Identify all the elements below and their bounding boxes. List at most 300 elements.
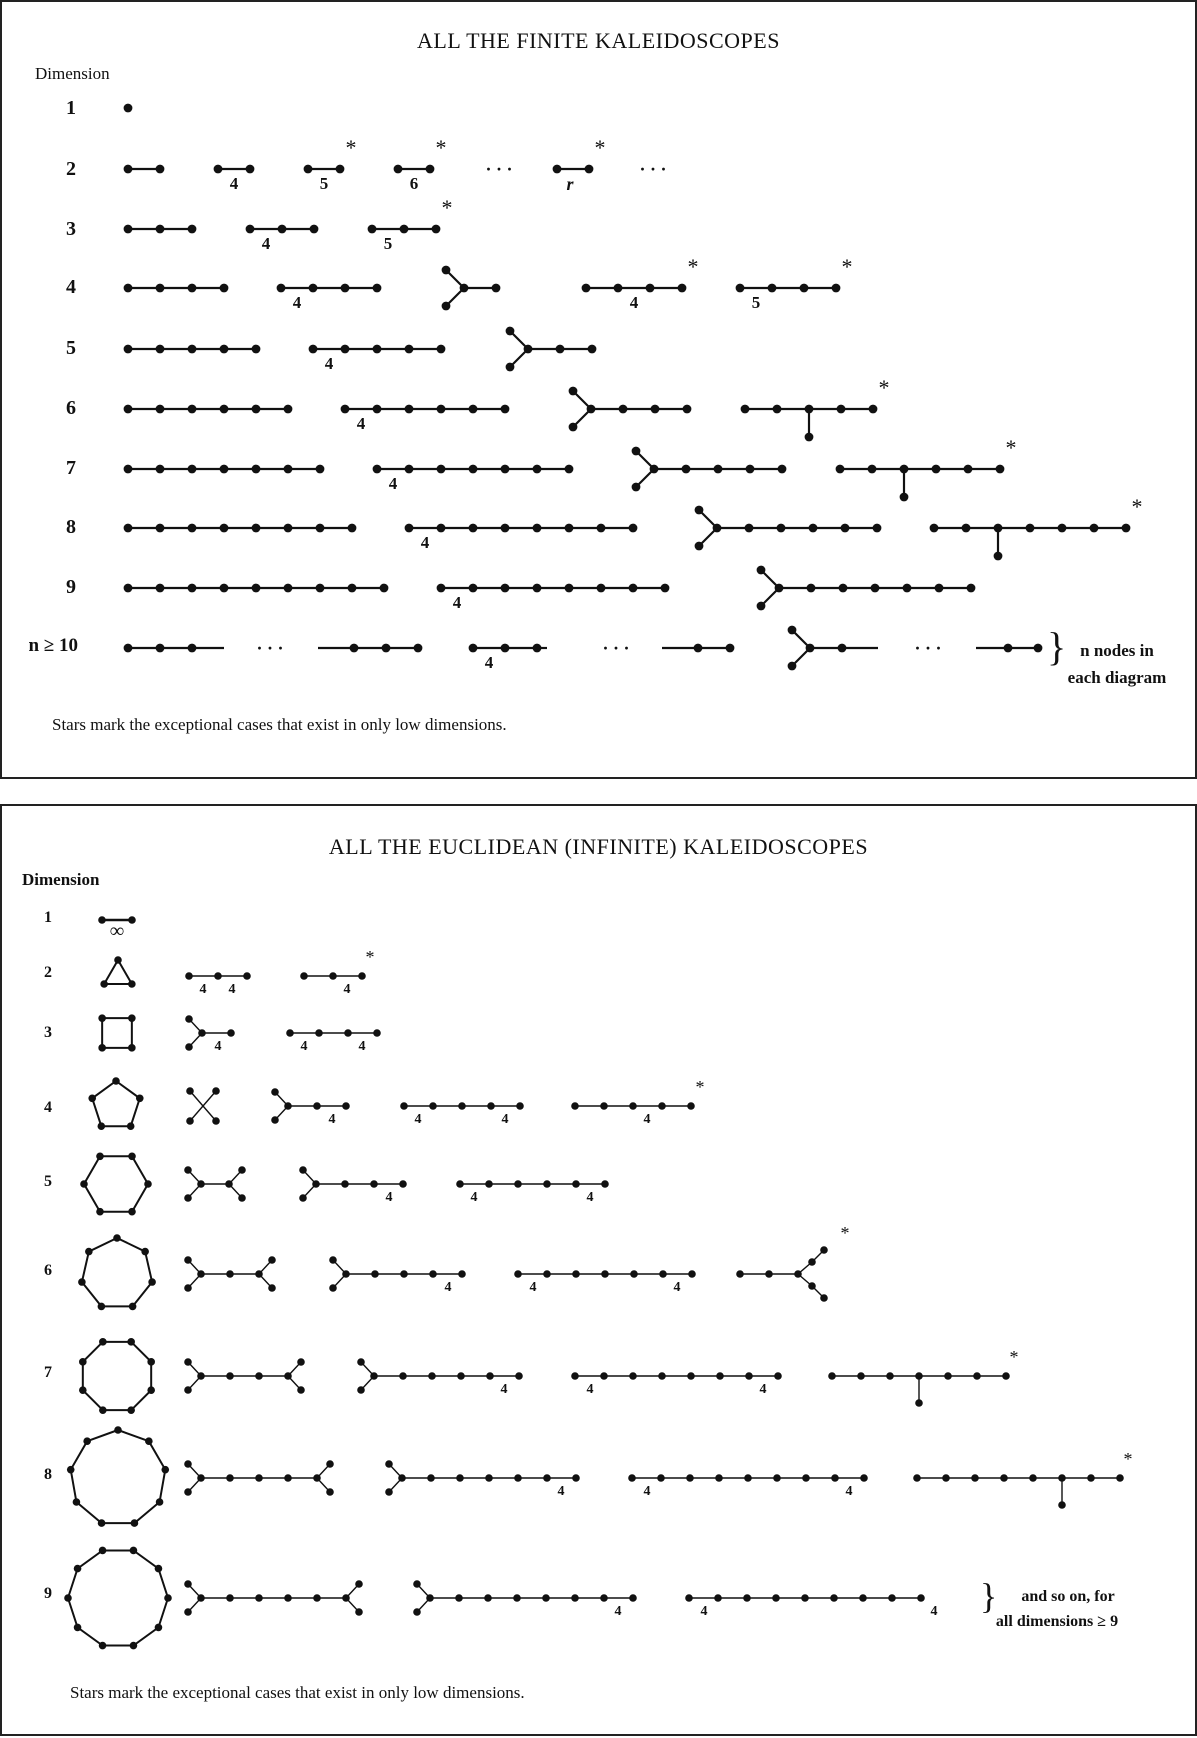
node	[457, 1372, 465, 1380]
edge-label: 4	[214, 1039, 222, 1054]
node	[687, 1372, 695, 1380]
node	[113, 1234, 121, 1242]
edge-label: 4	[324, 354, 334, 373]
edge-label: 4	[228, 982, 236, 997]
node	[220, 524, 229, 533]
node	[83, 1437, 91, 1445]
node	[632, 483, 641, 492]
node	[400, 1102, 408, 1110]
star-mark: *	[687, 254, 699, 279]
edge-label: 4	[229, 174, 239, 193]
node	[98, 1122, 106, 1130]
node	[837, 405, 846, 414]
node	[98, 1303, 106, 1311]
node	[238, 1194, 246, 1202]
edge-label: 4	[529, 1280, 537, 1295]
node	[131, 1519, 139, 1527]
node	[1058, 524, 1067, 533]
edge-label: 4	[500, 1382, 508, 1397]
star-mark: *	[1131, 494, 1143, 519]
node	[619, 405, 628, 414]
node	[469, 644, 478, 653]
euclidean-dim-label: 7	[44, 1364, 52, 1381]
node	[501, 644, 510, 653]
node	[469, 405, 478, 414]
ellipsis: · · ·	[602, 638, 630, 658]
node	[1000, 1474, 1008, 1482]
star-mark: *	[1123, 1449, 1133, 1469]
edge-label: 4	[845, 1484, 853, 1499]
edge-label: r	[566, 174, 574, 194]
node	[485, 1180, 493, 1188]
edge-label: 4	[356, 414, 366, 433]
node	[569, 387, 578, 396]
node	[185, 1015, 193, 1023]
node	[124, 524, 133, 533]
node	[124, 225, 133, 234]
edge-label: 4	[385, 1190, 393, 1205]
node	[350, 644, 359, 653]
node	[514, 1270, 522, 1278]
finite-dim-label: 5	[66, 337, 76, 359]
node	[128, 916, 136, 924]
node	[657, 1474, 665, 1482]
node	[582, 284, 591, 293]
node	[130, 1547, 138, 1555]
edge-label: 4	[643, 1112, 651, 1127]
node	[124, 104, 133, 113]
euclidean-dim-label: 6	[44, 1262, 52, 1279]
node	[188, 584, 197, 593]
node	[329, 972, 337, 980]
node	[185, 1043, 193, 1051]
euclidean-dim-label: 3	[44, 1024, 52, 1041]
node	[836, 465, 845, 474]
edge-label: 4	[586, 1382, 594, 1397]
node	[98, 1044, 106, 1052]
finite-dim-label: 2	[66, 158, 76, 180]
node	[484, 1594, 492, 1602]
node	[571, 1594, 579, 1602]
node	[373, 345, 382, 354]
node	[316, 584, 325, 593]
node	[255, 1372, 263, 1380]
euclidean-note-brace: }	[980, 1576, 998, 1616]
node	[533, 584, 542, 593]
node	[127, 1406, 135, 1414]
node	[716, 1372, 724, 1380]
node	[694, 644, 703, 653]
finite-dim-label: n ≥ 10	[28, 635, 78, 656]
node	[99, 1338, 107, 1346]
node	[225, 1180, 233, 1188]
node	[220, 465, 229, 474]
node	[197, 1180, 205, 1188]
node	[226, 1270, 234, 1278]
star-mark: *	[594, 135, 606, 160]
edge-label: 4	[501, 1112, 509, 1127]
node	[828, 1372, 836, 1380]
node	[871, 584, 880, 593]
node	[184, 1488, 192, 1496]
node	[405, 405, 414, 414]
node	[932, 465, 941, 474]
node	[809, 524, 818, 533]
node	[161, 1466, 169, 1474]
node	[156, 225, 165, 234]
edge-label: 4	[444, 1280, 452, 1295]
euclidean-dimension-header: Dimension	[22, 870, 100, 889]
node	[400, 1270, 408, 1278]
node	[268, 1256, 276, 1264]
node	[238, 1166, 246, 1174]
node	[284, 584, 293, 593]
edge-label: 4	[292, 293, 302, 312]
node	[808, 1282, 816, 1290]
edge-label: 5	[383, 234, 393, 253]
node	[543, 1270, 551, 1278]
node	[399, 1180, 407, 1188]
node	[442, 266, 451, 275]
node	[600, 1372, 608, 1380]
node	[714, 465, 723, 474]
node	[832, 284, 841, 293]
node	[336, 165, 345, 174]
node	[913, 1474, 921, 1482]
node	[565, 524, 574, 533]
edge-label: 4	[673, 1280, 681, 1295]
node	[736, 1270, 744, 1278]
node	[745, 524, 754, 533]
node	[78, 1278, 86, 1286]
node	[148, 1278, 156, 1286]
node	[284, 465, 293, 474]
node	[188, 405, 197, 414]
edge-label: 4	[643, 1484, 651, 1499]
node	[429, 1270, 437, 1278]
node	[857, 1372, 865, 1380]
node	[156, 405, 165, 414]
cycle-edges	[83, 1342, 151, 1410]
cycle-edges	[82, 1238, 152, 1306]
node	[88, 1094, 96, 1102]
node	[357, 1358, 365, 1366]
node	[964, 465, 973, 474]
node	[1090, 524, 1099, 533]
node	[315, 1029, 323, 1037]
node	[1029, 1474, 1037, 1482]
node	[112, 1077, 120, 1085]
node	[571, 1102, 579, 1110]
node	[309, 284, 318, 293]
node	[99, 1642, 107, 1650]
node	[614, 284, 623, 293]
finite-note-brace: }	[1047, 624, 1067, 669]
node	[129, 1303, 137, 1311]
node	[184, 1166, 192, 1174]
node	[220, 584, 229, 593]
node	[284, 405, 293, 414]
cycle-edges	[92, 1081, 140, 1126]
node	[597, 584, 606, 593]
node	[455, 1594, 463, 1602]
node	[405, 524, 414, 533]
node	[188, 524, 197, 533]
node	[501, 584, 510, 593]
node	[515, 1372, 523, 1380]
node	[629, 1372, 637, 1380]
node	[886, 1372, 894, 1380]
node	[341, 284, 350, 293]
node	[214, 165, 223, 174]
node	[1087, 1474, 1095, 1482]
node	[277, 284, 286, 293]
node	[124, 165, 133, 174]
euclidean-dim-label: 1	[44, 909, 52, 926]
node	[971, 1474, 979, 1482]
node	[145, 1437, 153, 1445]
node	[329, 1284, 337, 1292]
node	[144, 1180, 152, 1188]
node	[128, 980, 136, 988]
node	[486, 1372, 494, 1380]
edge-label: 4	[557, 1484, 565, 1499]
node	[341, 1180, 349, 1188]
euclidean-note-line1: and so on, for	[1021, 1588, 1115, 1605]
node	[355, 1608, 363, 1616]
node	[632, 447, 641, 456]
finite-footnote: Stars mark the exceptional cases that exist in only low dimensions.	[52, 715, 507, 734]
node	[831, 1474, 839, 1482]
node	[492, 284, 501, 293]
star-mark: *	[878, 375, 890, 400]
cycle-edges	[68, 1550, 168, 1645]
node	[220, 405, 229, 414]
node	[226, 1474, 234, 1482]
node	[310, 225, 319, 234]
node	[64, 1594, 72, 1602]
node	[830, 1594, 838, 1602]
node	[184, 1194, 192, 1202]
node	[888, 1594, 896, 1602]
edge-label: 4	[586, 1190, 594, 1205]
star-mark: *	[840, 1223, 850, 1243]
edge-label: 5	[751, 293, 761, 312]
node	[469, 524, 478, 533]
node	[973, 1372, 981, 1380]
node	[128, 1014, 136, 1022]
node	[1122, 524, 1131, 533]
finite-dim-label: 9	[66, 576, 76, 598]
node	[588, 345, 597, 354]
node	[930, 524, 939, 533]
node	[326, 1460, 334, 1468]
node	[597, 524, 606, 533]
node	[805, 433, 814, 442]
edge-label: 4	[358, 1039, 366, 1054]
node	[533, 524, 542, 533]
node	[344, 1029, 352, 1037]
euclidean-note-line2: all dimensions ≥ 9	[995, 1613, 1119, 1630]
cycle-edges	[84, 1156, 148, 1211]
euclidean-title: ALL THE EUCLIDEAN (INFINITE) KALEIDOSCOPES	[328, 834, 869, 859]
euclidean-dim-label: 9	[44, 1585, 52, 1602]
node	[130, 1642, 138, 1650]
node	[184, 1358, 192, 1366]
edge-label: 4	[300, 1039, 308, 1054]
node	[777, 524, 786, 533]
node	[243, 972, 251, 980]
node	[1116, 1474, 1124, 1482]
node	[801, 1594, 809, 1602]
finite-dim-label: 7	[66, 457, 76, 479]
node	[124, 284, 133, 293]
edge-label: 4	[629, 293, 639, 312]
node	[774, 1372, 782, 1380]
node	[368, 225, 377, 234]
node	[348, 584, 357, 593]
finite-diagrams	[2, 2, 1197, 781]
node	[501, 405, 510, 414]
node	[185, 972, 193, 980]
node	[996, 465, 1005, 474]
edge-label: 4	[700, 1604, 708, 1619]
node	[543, 1474, 551, 1482]
edge-label: 4	[199, 982, 207, 997]
node	[252, 465, 261, 474]
node	[456, 1474, 464, 1482]
node	[506, 327, 515, 336]
node	[164, 1594, 172, 1602]
node	[99, 1547, 107, 1555]
node	[629, 1594, 637, 1602]
node	[601, 1270, 609, 1278]
node	[426, 165, 435, 174]
node	[556, 345, 565, 354]
node	[629, 584, 638, 593]
node	[127, 1338, 135, 1346]
node	[808, 1258, 816, 1266]
edge-label: 4	[759, 1382, 767, 1397]
node	[400, 225, 409, 234]
node	[136, 1094, 144, 1102]
node	[802, 1474, 810, 1482]
node	[156, 465, 165, 474]
node	[659, 1270, 667, 1278]
node	[743, 1594, 751, 1602]
node	[695, 506, 704, 515]
node	[124, 345, 133, 354]
node	[227, 1029, 235, 1037]
node	[427, 1474, 435, 1482]
node	[413, 1608, 421, 1616]
node	[147, 1386, 155, 1394]
node	[800, 284, 809, 293]
node	[678, 284, 687, 293]
node	[601, 1180, 609, 1188]
star-mark: *	[1005, 435, 1017, 460]
node	[628, 1474, 636, 1482]
node	[271, 1116, 279, 1124]
node	[128, 1152, 136, 1160]
node	[128, 1044, 136, 1052]
node	[268, 1284, 276, 1292]
node	[428, 1372, 436, 1380]
node	[373, 405, 382, 414]
node	[685, 1594, 693, 1602]
node	[487, 1102, 495, 1110]
node	[571, 1372, 579, 1380]
node	[994, 552, 1003, 561]
node	[147, 1358, 155, 1366]
node	[744, 1474, 752, 1482]
node	[944, 1372, 952, 1380]
node	[184, 1386, 192, 1394]
node	[868, 465, 877, 474]
node	[124, 465, 133, 474]
node	[501, 465, 510, 474]
node	[820, 1246, 828, 1254]
finite-dim-label: 3	[66, 218, 76, 240]
node	[1058, 1501, 1066, 1509]
node	[533, 465, 542, 474]
node	[114, 1426, 122, 1434]
node	[768, 284, 777, 293]
node	[184, 1256, 192, 1264]
node	[246, 225, 255, 234]
node	[156, 165, 165, 174]
node	[309, 345, 318, 354]
node	[772, 1594, 780, 1602]
node	[788, 626, 797, 635]
node	[773, 405, 782, 414]
node	[687, 1102, 695, 1110]
node	[456, 1180, 464, 1188]
star-mark: *	[695, 1077, 705, 1097]
node	[98, 1519, 106, 1527]
edge-label: 4	[930, 1604, 938, 1619]
node	[757, 602, 766, 611]
node	[156, 284, 165, 293]
node	[501, 524, 510, 533]
edge-label: 5	[319, 174, 329, 193]
node	[186, 1087, 194, 1095]
node	[437, 405, 446, 414]
node	[255, 1594, 263, 1602]
euclidean-dim-label: 4	[44, 1099, 52, 1116]
node	[820, 1294, 828, 1302]
infinity-label: ∞	[109, 920, 125, 942]
node	[212, 1117, 220, 1125]
finite-note-line1: n nodes in	[1080, 641, 1154, 660]
node	[569, 423, 578, 432]
node	[506, 363, 515, 372]
node	[658, 1102, 666, 1110]
ellipsis: · · ·	[914, 638, 942, 658]
node	[469, 584, 478, 593]
star-mark: *	[435, 135, 447, 160]
node	[514, 1474, 522, 1482]
node	[184, 1608, 192, 1616]
node	[355, 1580, 363, 1588]
node	[341, 345, 350, 354]
edge-label: 4	[420, 533, 430, 552]
node	[513, 1594, 521, 1602]
node	[284, 1594, 292, 1602]
node	[572, 1474, 580, 1482]
node	[385, 1488, 393, 1496]
node	[399, 1372, 407, 1380]
